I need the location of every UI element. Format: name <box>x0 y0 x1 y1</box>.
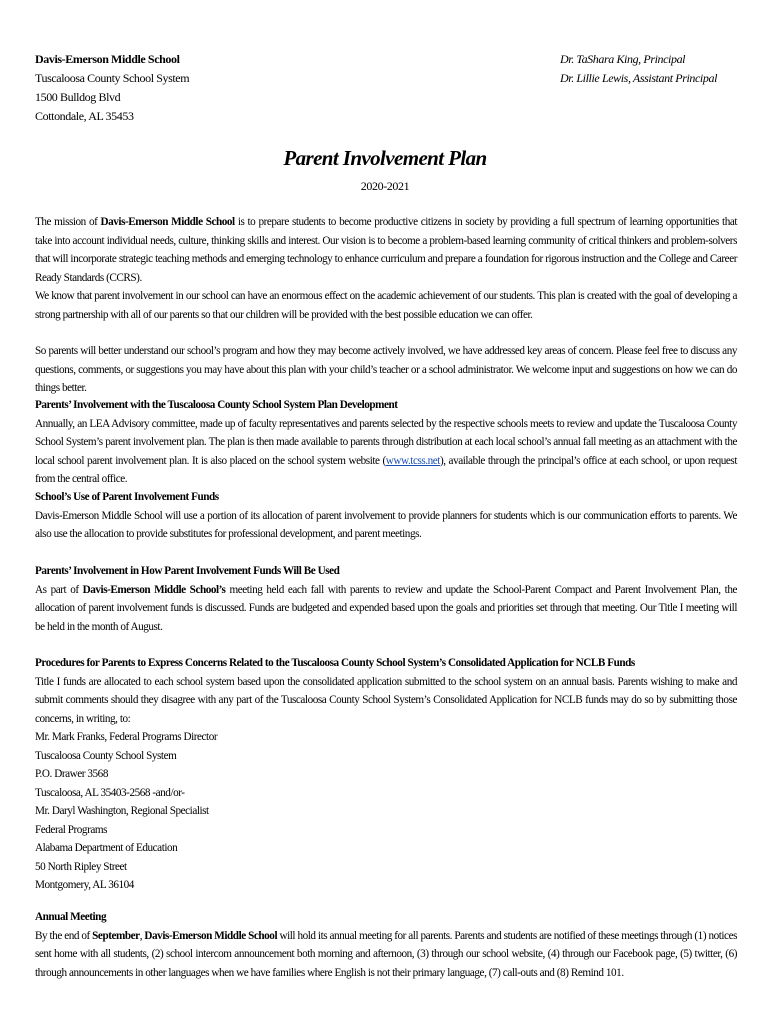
plan-development-text-start: Annually, an LEA Advisory committee, made up of faculty representatives and parents selected by the respective schools meets to review and update the Tuscaloosa County School System’s parent involvement plan. The plan is then made available to parents through distribution at each local school’s annual fall meeting as an attachment with the local school parent involvement plan. It is also placed on the school system website ( <box>35 417 737 467</box>
plan-development-heading: Parents’ Involvement with the Tuscaloosa County School System Plan Development <box>35 399 398 411</box>
funds-spent-text-end: meeting held each fall with parents to review and update the School-Parent Compact and Parent Involvement Plan, the allocation of parent involvement funds is discussed. Funds are budgeted and expended based upon the goals and priorities set through that meeting. Our Title I meeting will be held in the month of August. <box>35 583 737 633</box>
understand-paragraph: So parents will better understand our school’s program and how they may become actively involved, we have addressed key areas of concern. Please feel free to discuss any questions, comments, or suggestions you may have about this plan with your child’s teacher or a school administrator. We welcome input and suggestions on how we can do things better. <box>35 345 737 394</box>
address-line: Tuscaloosa, AL 35403-2568 -and/or- <box>35 786 185 799</box>
plan-development-text-end: ), available through the principal’s office at each school, or upon request from the central office. <box>35 454 737 485</box>
annual-text-start: By the end of <box>35 929 93 942</box>
funds-use-heading: School’s Use of Parent Involvement Funds <box>35 491 219 503</box>
annual-text-end: will hold its annual meeting for all parents. Parents and students are notified of these meetings through (1) notices sent home with all students, (2) school intercom announcement both morning and afternoon, (3) through our school website, (4) through our Facebook page, (5) twitter, (6) through announcements in other languages when we have families where English is not their primary language, (7) call-outs and (8) Remind 101. <box>35 929 737 979</box>
principal-name: Dr. TaShara King, Principal <box>560 52 686 66</box>
mission-school-name: Davis-Emerson Middle School <box>100 216 235 228</box>
plan-development-section <box>35 396 737 489</box>
concerns-section <box>35 654 737 895</box>
address-line: Montgomery, AL 36104 <box>35 879 134 891</box>
funds-spent-heading: Parents’ Involvement in How Parent Involvement Funds Will Be Used <box>35 565 340 577</box>
funds-spent-section <box>35 562 737 636</box>
school-system: Tuscaloosa County School System <box>35 71 190 85</box>
school-name: Davis-Emerson Middle School <box>35 52 180 66</box>
tcss-website-link[interactable]: www.tcss.net <box>385 454 440 467</box>
concerns-heading: Procedures for Parents to Express Concerns Related to the Tuscaloosa County School System’s Consolidated Application for NCLB Funds <box>35 657 635 669</box>
annual-school-name: Davis-Emerson Middle School <box>144 929 278 942</box>
funds-spent-school-name: Davis-Emerson Middle School’s <box>82 583 226 596</box>
school-city: Cottondale, AL 35453 <box>35 109 134 123</box>
address-line: Tuscaloosa County School System <box>35 749 177 762</box>
mission-text-start: The mission of <box>35 216 101 228</box>
school-address-block <box>35 50 189 126</box>
mission-paragraph <box>35 213 737 287</box>
annual-meeting-section <box>35 908 737 982</box>
address-line: Alabama Department of Education <box>35 842 178 854</box>
document-title: Parent Involvement Plan <box>283 146 487 170</box>
funds-spent-text-start: As part of <box>35 583 83 596</box>
document-year: 2020-2021 <box>360 179 410 193</box>
school-street: 1500 Bulldog Blvd <box>35 90 121 104</box>
annual-meeting-heading: Annual Meeting <box>35 911 107 923</box>
address-line: Mr. Mark Franks, Federal Programs Director <box>35 731 218 743</box>
administrators-block <box>560 50 717 88</box>
annual-text-mid: , <box>139 929 145 942</box>
annual-month: September <box>92 929 140 942</box>
concerns-text: Title I funds are allocated to each school system based upon the consolidated application submitted to the school system on an annual basis. Parents wishing to make and submit comments should they disagree with any part of the Tuscaloosa County School System’s Consolidated Application for NCLB funds may do so by submitting those concerns, in writing, to: <box>35 675 737 725</box>
address-line: 50 North Ripley Street <box>35 860 127 873</box>
effect-paragraph: We know that parent involvement in our school can have an enormous effect on the academic achievement of our students. This plan is created with the goal of developing a strong partnership with all of our parents so that our children will be provided with the best possible education we can offer. <box>35 290 737 321</box>
assistant-principal-name: Dr. Lillie Lewis, Assistant Principal <box>560 71 718 85</box>
funds-use-section <box>35 488 737 544</box>
address-line: Mr. Daryl Washington, Regional Specialist <box>35 805 209 817</box>
funds-use-text: Davis-Emerson Middle School will use a portion of its allocation of parent involvement to provide planners for students which is our communication efforts to parents. We also use the allocation to provide substitutes for professional development, and parent meetings. <box>35 509 737 540</box>
address-line: Federal Programs <box>35 823 108 836</box>
address-line: P.O. Drawer 3568 <box>35 768 108 780</box>
mission-text-end: is to prepare students to become productive citizens in society by providing a full spectrum of learning opportunities that take into account individual needs, culture, thinking skills and interest. Our vision is to become a problem-based learning community of critical thinkers and problem-solvers that will incorporate strategic teaching methods and emerging technology to enhance curriculum and prepare a foundation for rigorous instruction and the College and Career Ready Standards (CCRS). <box>35 216 738 284</box>
